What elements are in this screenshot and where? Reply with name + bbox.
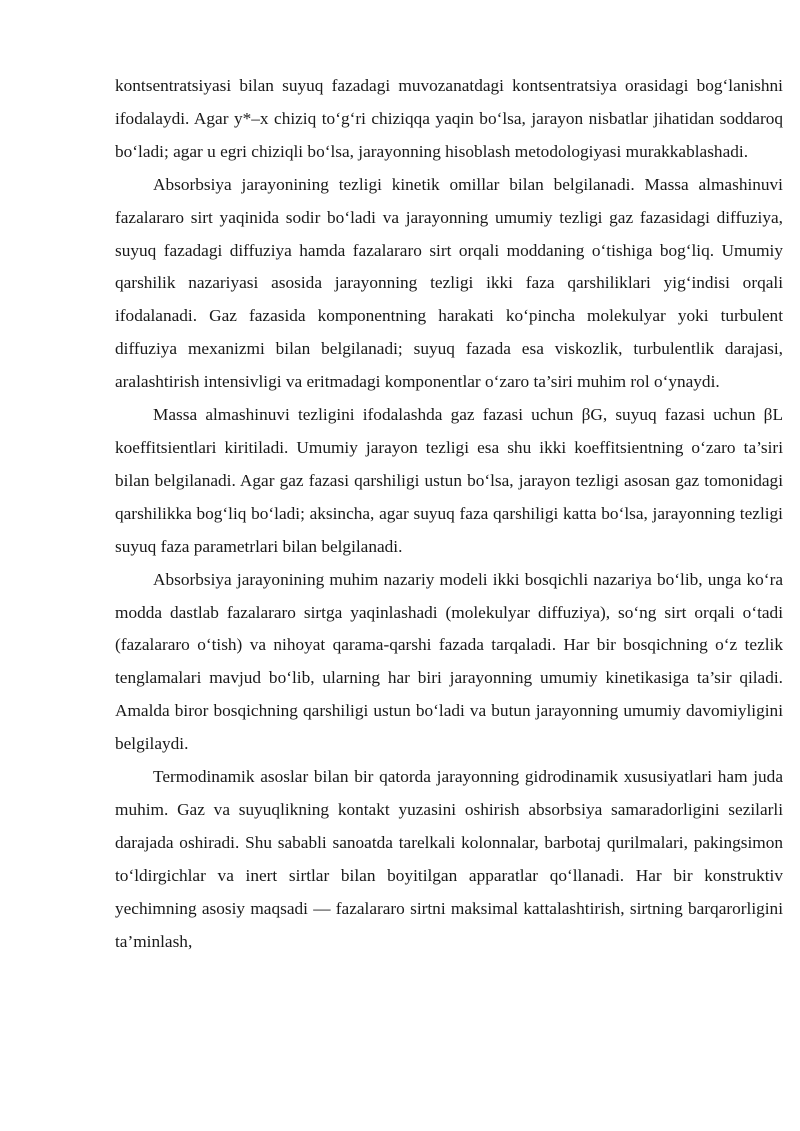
paragraph-mass-transfer-coefficients: Massa almashinuvi tezligini ifodalashda gaz fazasi uchun βG, suyuq fazasi uchun βL koeffitsientlari kiritiladi. Umumiy jarayon tezligi esa shu ikki koeffitsientning o‘zaro ta’siri bilan belgilanadi. Agar gaz fazasi qarshiligi ustun bo‘lsa, jarayon tezligi asosan gaz tomonidagi qarshilikka bog‘liq bo‘ladi; aksincha, agar suyuq faza qarshiligi katta bo‘lsa, jarayonning tezligi suyuq faza parametrlari bilan belgilanadi. <box>115 405 783 556</box>
paragraph-two-stage-model: Absorbsiya jarayonining muhim nazariy modeli ikki bosqichli nazariya bo‘lib, unga ko‘ra modda dastlab fazalararo sirtga yaqinlashadi (molekulyar diffuziya), so‘ng sirt orqali o‘tadi (fazalararo o‘tish) va nihoyat qarama-qarshi fazada tarqaladi. Har bir bosqichning o‘z tezlik tenglamalari mavjud bo‘lib, ularning har biri jarayonning umumiy kinetikasiga ta’sir qiladi. Amalda biror bosqichning qarshiligi ustun bo‘ladi va butun jarayonning umumiy davomiyligini belgilaydi. <box>115 569 783 754</box>
paragraph-hydrodynamics: Termodinamik asoslar bilan bir qatorda jarayonning gidrodinamik xususiyatlari ham juda muhim. Gaz va suyuqlikning kontakt yuzasini oshirish absorbsiya samaradorligini sezilarli darajada oshiradi. Shu sababli sanoatda tarelkali kolonnalar, barbotaj qurilmalari, pakingsimon to‘ldirgichlar va inert sirtlar bilan boyitilgan apparatlar qo‘llanadi. Har bir konstruktiv yechimning asosiy maqsadi — fazalararo sirtni maksimal kattalashtirish, sirtning barqarorligini ta’minlash, <box>115 767 783 951</box>
document-page <box>115 70 783 958</box>
paragraph-absorption-rate: Absorbsiya jarayonining tezligi kinetik omillar bilan belgilanadi. Massa almashinuvi fazalararo sirt yaqinida sodir bo‘ladi va jarayonning umumiy tezligi gaz fazasidagi diffuziya, suyuq fazadagi diffuziya hamda fazalararo sirt orqali moddaning o‘tishiga bog‘liq. Umumiy qarshilik nazariyasi asosida jarayonning tezligi ikki faza qarshiliklari yig‘indisi orqali ifodalanadi. Gaz fazasida komponentning harakati ko‘pincha molekulyar yoki turbulent diffuziya mexanizmi bilan belgilanadi; suyuq fazada esa viskozlik, turbulentlik darajasi, aralashtirish intensivligi va eritmadagi komponentlar o‘zaro ta’siri muhim rol o‘ynaydi. <box>115 174 783 392</box>
paragraph-continued: kontsentratsiyasi bilan suyuq fazadagi muvozanatdagi kontsentratsiya orasidagi bog‘lanishni ifodalaydi. Agar y*–x chiziq to‘g‘ri chiziqqa yaqin bo‘lsa, jarayon nisbatlar jihatidan soddaroq bo‘ladi; agar u egri chiziqli bo‘lsa, jarayonning hisoblash metodologiyasi murakkablashadi. <box>115 76 783 161</box>
